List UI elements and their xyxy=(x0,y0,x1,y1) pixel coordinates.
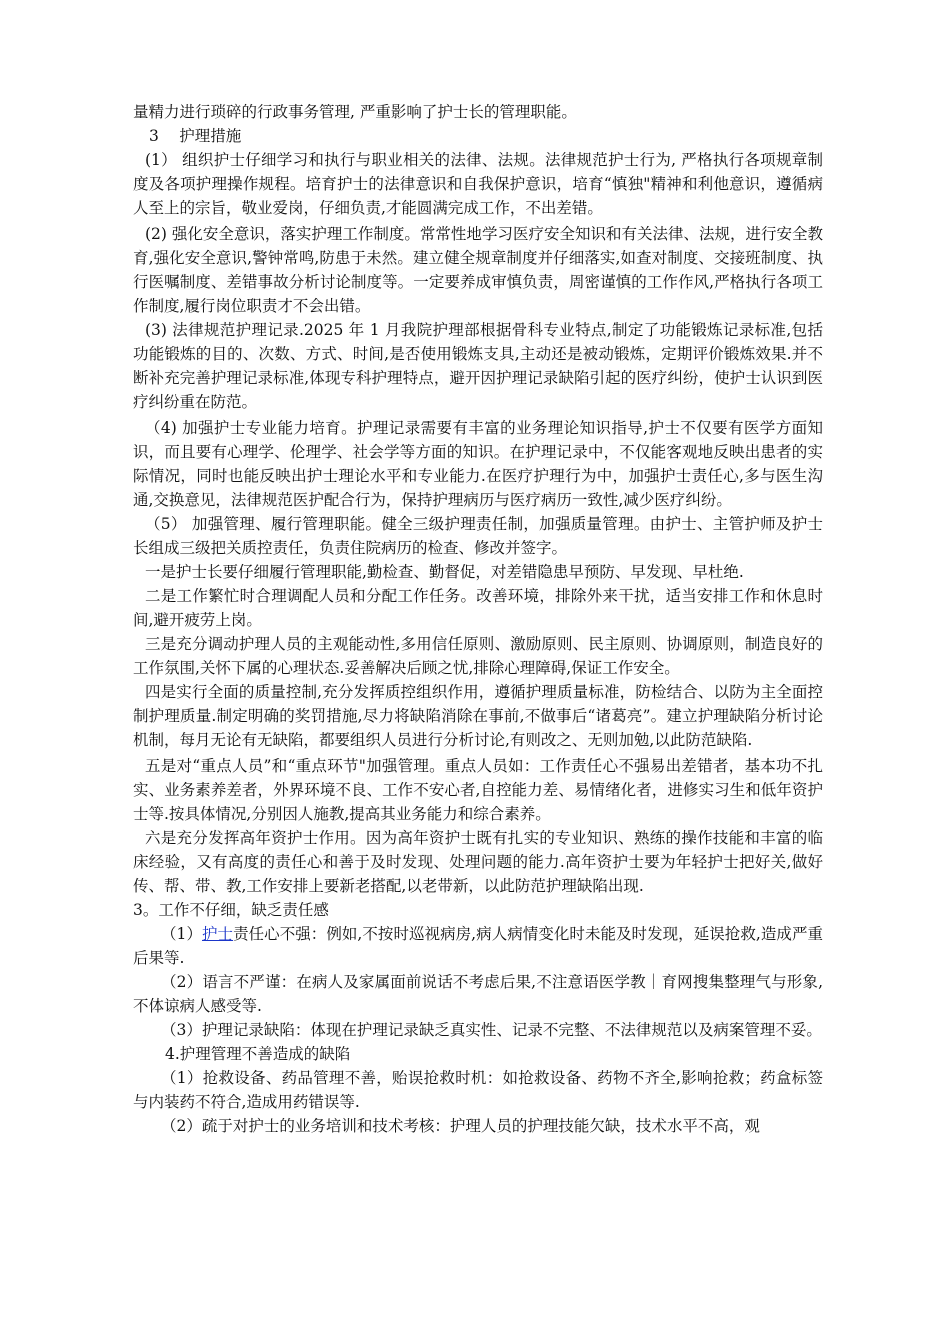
paragraph-measure-5: （5） 加强管理、履行管理职能。健全三级护理责任制，加强质量管理。由护士、主管护师及护士长组成三级把关质控责任，负责住院病历的检查、修改并签字。 xyxy=(133,515,823,557)
paragraph-measure-2: (2) 强化安全意识，落实护理工作制度。常常性地学习医疗安全知识和有关法律、法规，进行安全教育,强化安全意识,警钟常鸣,防患于未然。建立健全规章制度并仔细落实,如查对制度、交接班制度、执行医嘱制度、差错事故分析讨论制度等。一定要养成审慎负责，周密谨慎的工作作风,严格执行各项工作制度,履行岗位职责才不会出错。 xyxy=(133,225,823,315)
paragraph-measure-1: (1） 组织护士仔细学习和执行与职业相关的法律、法规。法律规范护士行为, 严格执行各项规章制度及各项护理操作规程。培育护士的法律意识和自我保护意识，培育“慎独"精神和利他意识，遵循病人至上的宗旨，敬业爱岗，仔细负责,才能圆满完成工作，不出差错。 xyxy=(133,151,823,217)
paragraph-measure-4: （4) 加强护士专业能力培育。护理记录需要有丰富的业务理论知识指导,护士不仅要有医学方面知识，而且要有心理学、伦理学、社会学等方面的知识。在护理记录中，不仅能客观地反映出患者的实际情况，同时也能反映出护士理论水平和专业能力.在医疗护理行为中，加强护士责任心,多与医生沟通,交换意见，法律规范医护配合行为，保持护理病历与医疗病历一致性,减少医疗纠纷。 xyxy=(133,419,823,509)
paragraph-point-6: 六是充分发挥高年资护士作用。因为高年资护士既有扎实的专业知识、熟练的操作技能和丰富的临床经验，又有高度的责任心和善于及时发现、处理问题的能力.高年资护士要为年轻护士把好关,做好传、帮、带、教,工作安排上要新老搭配,以老带新，以此防范护理缺陷出现. xyxy=(133,829,823,895)
nurse-link[interactable]: 护士 xyxy=(202,925,234,943)
document-body xyxy=(133,100,823,1138)
section-heading-careless-work: 3。工作不仔细，缺乏责任感 xyxy=(133,901,329,919)
paragraph-careless-3: （3）护理记录缺陷：体现在护理记录缺乏真实性、记录不完整、不法律规范以及病案管理不妥。 xyxy=(161,1021,822,1039)
paragraph-point-1: 一是护士长要仔细履行管理职能,勤检查、勤督促，对差错隐患早预防、早发现、早杜绝. xyxy=(145,563,744,581)
paragraph-continuation: 量精力进行琐碎的行政事务管理, 严重影响了护士长的管理职能。 xyxy=(133,103,577,121)
paragraph-point-4: 四是实行全面的质量控制,充分发挥质控组织作用，遵循护理质量标准，防检结合、以防为主全面控制护理质量.制定明确的奖罚措施,尽力将缺陷消除在事前,不做事后“诸葛亮”。建立护理缺陷分析讨论机制，每月无论有无缺陷，都要组织人员进行分析讨论,有则改之、无则加勉,以此防范缺陷. xyxy=(133,683,823,749)
item-number: （1） xyxy=(161,925,202,943)
paragraph-measure-3: (3) 法律规范护理记录.2025 年 1 月我院护理部根据骨科专业特点,制定了功能锻炼记录标准,包括功能锻炼的目的、次数、方式、时间,是否使用锻炼支具,主动还是被动锻炼，定期评价锻炼效果.并不断补充完善护理记录标准,体现专科护理特点，避开因护理记录缺陷引起的医疗纠纷，使护士认识到医疗纠纷重在防范。 xyxy=(133,321,823,411)
paragraph-management-2: （2）疏于对护士的业务培训和技术考核：护理人员的护理技能欠缺，技术水平不高，观 xyxy=(161,1117,760,1135)
section-heading-poor-management: 4.护理管理不善造成的缺陷 xyxy=(165,1045,351,1063)
item-text: 责任心不强：例如,不按时巡视病房,病人病情变化时未能及时发现，延误抢救,造成严重后果等. xyxy=(133,925,823,967)
paragraph-careless-2: （2）语言不严谨：在病人及家属面前说话不考虑后果,不注意语医学教｜育网搜集整理气与形象,不体谅病人感受等. xyxy=(133,973,823,1015)
paragraph-careless-1 xyxy=(133,922,823,970)
section-heading-nursing-measures: 3 护理措施 xyxy=(149,127,242,145)
paragraph-point-3: 三是充分调动护理人员的主观能动性,多用信任原则、激励原则、民主原则、协调原则，制造良好的工作氛围,关怀下属的心理状态.妥善解决后顾之忧,排除心理障碍,保证工作安全。 xyxy=(133,635,823,677)
paragraph-management-1: （1）抢救设备、药品管理不善，贻误抢救时机：如抢救设备、药物不齐全,影响抢救；药盒标签与内装药不符合,造成用药错误等. xyxy=(133,1069,823,1111)
paragraph-point-5: 五是对“重点人员”和“重点环节"加强管理。重点人员如：工作责任心不强易出差错者，基本功不扎实、业务素养差者，外界环境不良、工作不安心者,自控能力差、易情绪化者，进修实习生和低年资护士等.按具体情况,分别因人施教,提高其业务能力和综合素养。 xyxy=(133,757,823,823)
paragraph-point-2: 二是工作繁忙时合理调配人员和分配工作任务。改善环境，排除外来干扰，适当安排工作和休息时间,避开疲劳上岗。 xyxy=(133,587,823,629)
